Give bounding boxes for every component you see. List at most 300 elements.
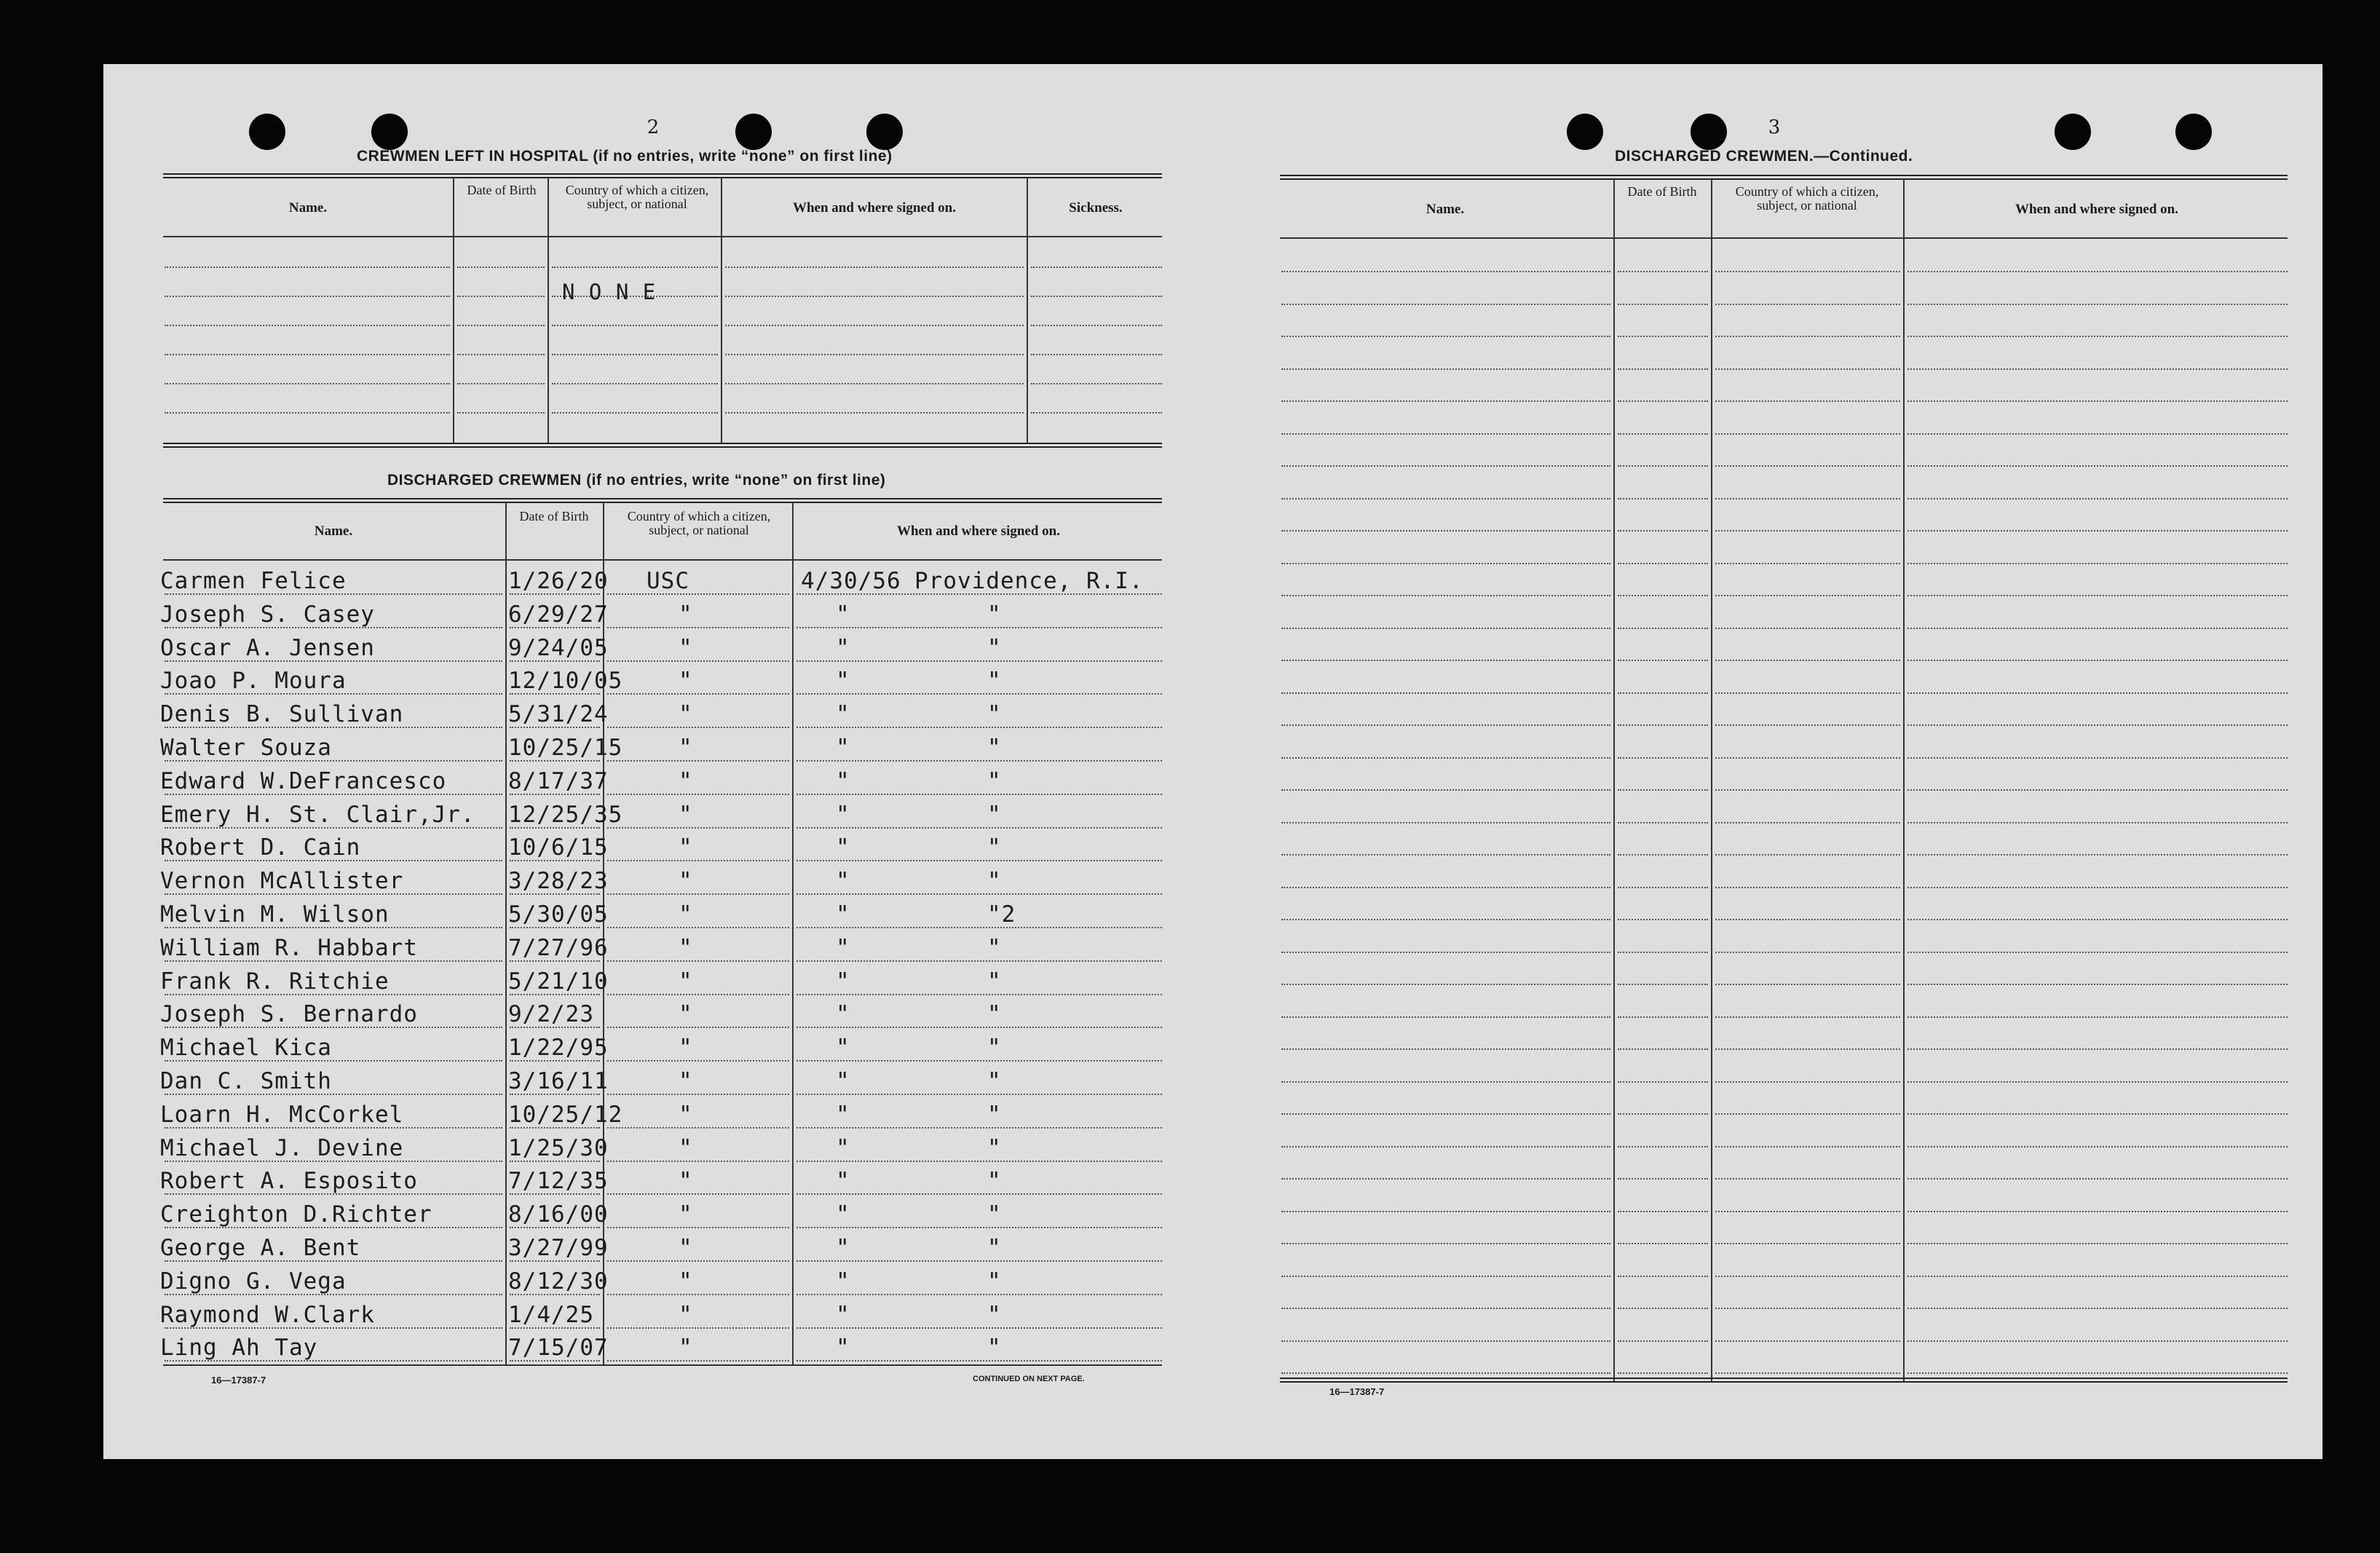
right-entry-line [1281,1243,1610,1244]
right-entry-line [1715,919,1900,920]
hospital-entry-line [457,296,545,297]
discharged-entry-line [796,1161,1162,1162]
right-entry-line [1281,692,1610,694]
right-entry-line [1907,822,2288,823]
crewman-name: Joao P. Moura [160,668,347,695]
hospital-none-entry: N O N E [562,280,657,304]
right-entry-line [1907,1016,2288,1018]
hospital-col-name: Name. [288,200,328,216]
hospital-entry-line [165,383,450,384]
right-entry-line [1907,498,2288,499]
hospital-entry-line [1031,296,1162,297]
right-entry-line [1907,1372,2288,1374]
right-entry-line [1281,919,1610,920]
right-entry-line [1618,628,1708,629]
discharged-entry-line [607,1193,789,1195]
right-entry-line [1618,887,1708,888]
crewman-dob: 7/12/35 [508,1168,609,1195]
crewman-signed-place: " [987,834,1002,861]
right-entry-line [1907,789,2288,791]
crewman-country: " [679,1035,693,1062]
crewman-dob: 5/21/10 [508,968,609,995]
discharged-entry-line [796,1027,1162,1028]
right-entry-line [1907,724,2288,726]
crewman-dob: 12/25/35 [508,801,623,828]
crewman-signed-date: " [836,1301,850,1328]
right-entry-line [1715,336,1900,337]
hospital-entry-line [457,325,545,326]
discharged-entry-line [607,927,789,928]
right-entry-line [1715,984,1900,985]
crewman-signed-date: " [836,801,850,828]
right-entry-line [1618,1308,1708,1309]
hospital-header-rule [163,236,1162,237]
discharged-entry-line [607,693,789,695]
crewman-signed-place: " [987,1101,1002,1128]
right-entry-line [1618,498,1708,499]
right-entry-line [1907,628,2288,629]
right-entry-line [1907,1113,2288,1115]
right-entry-line [1281,1113,1610,1115]
hospital-entry-line [552,383,718,384]
discharged-entry-line [607,1360,789,1362]
crewman-country: " [679,668,693,695]
crewman-country: " [679,1001,693,1028]
crewman-name: Carmen Felice [160,568,347,594]
right-entry-line [1281,368,1610,370]
discharged-entry-line [607,1227,789,1228]
right-entry-line [1281,757,1610,759]
discharged-entry-line [796,960,1162,962]
discharged-entry-line [607,994,789,995]
crewman-name: Vernon McAllister [160,868,404,895]
crewman-signed-place: " [987,1235,1002,1261]
left-page-number: 2 [647,116,660,138]
discharged-col-signed: When and where signed on. [896,523,1060,539]
discharged-entry-line [796,1227,1162,1228]
crewman-name: George A. Bent [160,1235,361,1261]
right-entry-line [1618,1016,1708,1018]
crewman-country: " [679,1201,693,1228]
hospital-entry-line [457,266,545,268]
discharged-entry-line [796,627,1162,628]
right-entry-line [1618,465,1708,467]
right-entry-line [1715,822,1900,823]
discharged-entry-line [796,1260,1162,1262]
hospital-entry-line [1031,266,1162,268]
right-entry-line [1618,595,1708,596]
crewman-signed-place: " [987,1168,1002,1195]
right-entry-line [1618,692,1708,694]
discharged-entry-line [796,660,1162,662]
crewman-country: " [679,834,693,861]
crewman-signed-date: " [836,901,850,928]
crewman-country: USC [647,568,689,594]
right-entry-line [1281,789,1610,791]
crewman-signed-date: " [836,1101,850,1128]
discharged-col-country: Country of which a citizen, subject, or national [627,509,771,537]
crewman-country: " [679,1068,693,1094]
discharged-entry-line [607,794,789,795]
continued-note: CONTINUED ON NEXT PAGE. [973,1375,1085,1383]
crewman-country: " [679,601,693,628]
right-entry-line [1907,530,2288,532]
crewman-name: Oscar A. Jensen [160,634,375,661]
crewman-signed-place: " [987,1268,1002,1295]
crewman-name: Joseph S. Bernardo [160,1001,418,1028]
crewman-dob: 10/25/15 [508,735,623,761]
discharged-entry-line [796,1360,1162,1362]
right-entry-line [1618,563,1708,564]
discharged-section-title: DISCHARGED CREWMEN (if no entries, write “none” on first line) [387,472,886,489]
right-entry-line [1281,530,1610,532]
hospital-col-country: Country of which a citizen, subject, or national [565,183,709,211]
discharged-entry-line [607,1294,789,1295]
right-entry-line [1618,984,1708,985]
right-entry-line [1715,1372,1900,1374]
right-entry-line [1715,724,1900,726]
right-entry-line [1281,854,1610,855]
right-entry-line [1618,854,1708,855]
right-entry-line [1907,1340,2288,1342]
crewman-country: " [679,735,693,761]
discharged-entry-line [796,794,1162,795]
right-section-title: DISCHARGED CREWMEN.—Continued. [1615,148,1913,165]
discharged-entry-line [607,593,789,595]
right-entry-line [1907,660,2288,661]
right-entry-line [1907,1276,2288,1277]
hospital-entry-line [457,412,545,414]
right-entry-line [1618,368,1708,370]
crewman-signed-date: " [836,668,850,695]
right-entry-line [1281,271,1610,272]
hospital-entry-line [552,325,718,326]
right-page [1195,64,2322,1459]
right-entry-line [1715,1211,1900,1212]
right-entry-line [1715,789,1900,791]
right-entry-line [1281,336,1610,337]
crewman-signed-date: " [836,701,850,728]
crewman-country: " [679,1101,693,1128]
discharged-entry-line [607,827,789,829]
crewman-country: " [679,968,693,995]
hospital-entry-line [725,266,1024,268]
right-entry-line [1281,1146,1610,1147]
crewman-country: " [679,1168,693,1195]
crewman-signed-place: "2 [987,901,1016,928]
discharged-entry-line [796,1094,1162,1095]
crewman-dob: 1/22/95 [508,1035,609,1062]
crewman-signed-place: " [987,968,1002,995]
document-sheet [103,64,2322,1459]
right-entry-line [1281,304,1610,305]
right-entry-line [1715,887,1900,888]
hospital-entry-line [1031,412,1162,414]
right-entry-line [1715,628,1900,629]
discharged-entry-line [796,727,1162,728]
crewman-signed-place: " [987,1335,1002,1362]
right-entry-line [1907,400,2288,402]
right-entry-line [1281,628,1610,629]
hospital-entry-line [165,412,450,414]
right-col-country: Country of which a citizen, subject, or national [1735,184,1879,213]
right-col-name: Name. [1426,202,1465,217]
right-entry-line [1907,368,2288,370]
right-entry-line [1715,271,1900,272]
crewman-signed-date: " [836,1268,850,1295]
crewman-signed-place: " [987,601,1002,628]
right-entry-line [1907,854,2288,855]
crewman-signed-date: " [836,735,850,761]
crewman-dob: 8/12/30 [508,1268,609,1295]
right-entry-line [1907,563,2288,564]
crewman-country: " [679,634,693,661]
discharged-entry-line [607,1327,789,1329]
crewman-signed-place: " [987,934,1002,961]
crewman-name: Ling Ah Tay [160,1335,318,1362]
crewman-signed-date: " [836,1201,850,1228]
right-entry-line [1715,1276,1900,1277]
discharged-entry-line [607,893,789,895]
hospital-divider-2 [547,178,549,443]
hospital-bottom-rule [163,443,1162,448]
right-entry-line [1715,530,1900,532]
crewman-dob: 9/2/23 [508,1001,594,1028]
crewman-dob: 7/15/07 [508,1335,609,1362]
right-entry-line [1907,1081,2288,1083]
right-entry-line [1618,1372,1708,1374]
crewman-dob: 3/28/23 [508,868,609,895]
crewman-dob: 5/31/24 [508,701,609,728]
crewman-country: " [679,701,693,728]
hospital-col-sickness: Sickness. [1069,200,1123,216]
hospital-entry-line [725,412,1024,414]
discharged-entry-line [607,627,789,628]
crewman-name: Loarn H. McCorkel [160,1101,404,1128]
right-entry-line [1715,757,1900,759]
hospital-entry-line [725,354,1024,355]
right-entry-line [1281,984,1610,985]
left-page [103,64,1195,1459]
right-entry-line [1907,919,2288,920]
right-entry-line [1715,400,1900,402]
discharged-entry-line [796,927,1162,928]
right-entry-line [1907,336,2288,337]
discharged-entry-line [796,1294,1162,1295]
right-entry-line [1281,1340,1610,1342]
discharged-entry-line [607,1161,789,1162]
right-entry-line [1618,919,1708,920]
right-entry-line [1281,822,1610,823]
discharged-entry-line [796,994,1162,995]
discharged-entry-line [607,860,789,861]
hospital-entry-line [457,354,545,355]
right-entry-line [1281,660,1610,661]
right-page-number: 3 [1768,116,1781,138]
hospital-col-dob: Date of Birth [467,183,537,197]
right-form-number: 16—17387-7 [1329,1386,1385,1397]
crewman-signed-date: " [836,868,850,895]
hospital-divider-3 [721,178,722,443]
crewman-dob: 9/24/05 [508,634,609,661]
left-form-number: 16—17387-7 [211,1375,266,1386]
right-entry-line [1281,1372,1610,1374]
crewman-dob: 3/27/99 [508,1235,609,1261]
right-entry-line [1715,1081,1900,1083]
right-entry-line [1281,465,1610,467]
crewman-country: " [679,1134,693,1161]
crewman-dob: 6/29/27 [508,601,609,628]
right-entry-line [1715,498,1900,499]
crewman-name: Michael Kica [160,1035,332,1062]
discharged-entry-line [796,1127,1162,1129]
crewman-signed-place: " [987,701,1002,728]
right-divider-2 [1711,179,1712,1382]
right-entry-line [1281,1308,1610,1309]
crewman-country: " [679,868,693,895]
hospital-divider-4 [1027,178,1028,443]
crewman-signed-place: Providence, R.I. [914,568,1144,594]
right-entry-line [1907,757,2288,759]
crewman-country: " [679,801,693,828]
right-entry-line [1618,1178,1708,1179]
crewman-dob: 8/17/37 [508,767,609,794]
right-entry-line [1618,1146,1708,1147]
right-entry-line [1907,952,2288,953]
discharged-entry-line [796,1060,1162,1062]
crewman-name: Emery H. St. Clair,Jr. [160,801,475,828]
discharged-entry-line [607,1094,789,1095]
right-entry-line [1715,854,1900,855]
hospital-entry-line [165,325,450,326]
right-entry-line [1618,1276,1708,1277]
crewman-dob: 10/6/15 [508,834,609,861]
crewman-dob: 1/4/25 [508,1301,594,1328]
right-entry-line [1618,1211,1708,1212]
discharged-header-rule [163,559,1162,561]
discharged-entry-line [796,1193,1162,1195]
right-entry-line [1618,400,1708,402]
right-entry-line [1281,563,1610,564]
right-col-signed: When and where signed on. [2015,202,2178,217]
crewman-signed-date: " [836,634,850,661]
right-entry-line [1715,595,1900,596]
right-entry-line [1907,887,2288,888]
right-entry-line [1281,724,1610,726]
crewman-name: Robert A. Esposito [160,1168,418,1195]
crewman-name: Frank R. Ritchie [160,968,390,995]
hospital-section-title: CREWMEN LEFT IN HOSPITAL (if no entries, write “none” on first line) [357,148,893,165]
hospital-entry-line [1031,325,1162,326]
crewman-name: Creighton D.Richter [160,1201,432,1228]
crewman-name: Michael J. Devine [160,1134,404,1161]
right-entry-line [1715,952,1900,953]
crewman-name: Denis B. Sullivan [160,701,404,728]
right-entry-line [1907,271,2288,272]
crewman-name: Edward W.DeFrancesco [160,767,447,794]
crewman-name: Joseph S. Casey [160,601,375,628]
discharged-entry-line [607,727,789,728]
crewman-signed-date: " [836,1001,850,1028]
crewman-name: Raymond W.Clark [160,1301,375,1328]
right-entry-line [1618,1081,1708,1083]
right-entry-line [1907,1146,2288,1147]
crewman-signed-date: " [836,1068,850,1094]
discharged-entry-line [607,1060,789,1062]
crewman-signed-date: 4/30/56 [801,568,901,594]
right-entry-line [1715,433,1900,435]
crewman-signed-place: " [987,1001,1002,1028]
right-entry-line [1281,952,1610,953]
right-entry-line [1907,595,2288,596]
crewman-signed-place: " [987,1068,1002,1094]
right-entry-line [1715,1146,1900,1147]
crewman-signed-date: " [836,934,850,961]
crewman-signed-place: " [987,1035,1002,1062]
crewman-country: " [679,901,693,928]
crewman-signed-place: " [987,668,1002,695]
right-entry-line [1281,1016,1610,1018]
hospital-divider-1 [453,178,454,443]
crewman-name: Robert D. Cain [160,834,361,861]
discharged-entry-line [607,1027,789,1028]
discharged-col-name: Name. [314,523,353,539]
hospital-entry-line [552,412,718,414]
right-entry-line [1715,1178,1900,1179]
right-entry-line [1907,1048,2288,1050]
discharged-divider-1 [505,502,507,1366]
right-entry-line [1281,1081,1610,1083]
discharged-entry-line [796,893,1162,895]
crewman-country: " [679,1335,693,1362]
discharged-entry-line [607,760,789,762]
discharged-top-rule [163,498,1162,503]
crewman-name: William R. Habbart [160,934,418,961]
crewman-name: Walter Souza [160,735,332,761]
hospital-col-signed: When and where signed on. [792,200,956,216]
discharged-divider-3 [792,502,794,1366]
right-entry-line [1715,1340,1900,1342]
crewman-signed-place: " [987,634,1002,661]
right-bottom-rule [1280,1378,2288,1383]
right-entry-line [1618,1048,1708,1050]
crewman-dob: 1/26/20 [508,568,609,594]
crewman-name: Dan C. Smith [160,1068,332,1094]
crewman-signed-date: " [836,767,850,794]
discharged-entry-line [607,1260,789,1262]
right-col-dob: Date of Birth [1627,184,1697,199]
crewman-signed-place: " [987,801,1002,828]
hospital-entry-line [552,354,718,355]
hospital-entry-line [1031,383,1162,384]
crewman-country: " [679,1301,693,1328]
discharged-col-dob: Date of Birth [519,509,589,523]
discharged-entry-line [796,860,1162,861]
right-entry-line [1618,1113,1708,1115]
right-divider-1 [1613,179,1615,1382]
crewman-signed-date: " [836,1134,850,1161]
right-entry-line [1281,433,1610,435]
right-entry-line [1715,368,1900,370]
right-divider-3 [1903,179,1905,1382]
crewman-country: " [679,1235,693,1261]
right-entry-line [1281,498,1610,499]
crewman-signed-date: " [836,834,850,861]
hospital-entry-line [725,383,1024,384]
crewman-signed-place: " [987,1201,1002,1228]
right-entry-line [1907,1178,2288,1179]
right-entry-line [1281,887,1610,888]
